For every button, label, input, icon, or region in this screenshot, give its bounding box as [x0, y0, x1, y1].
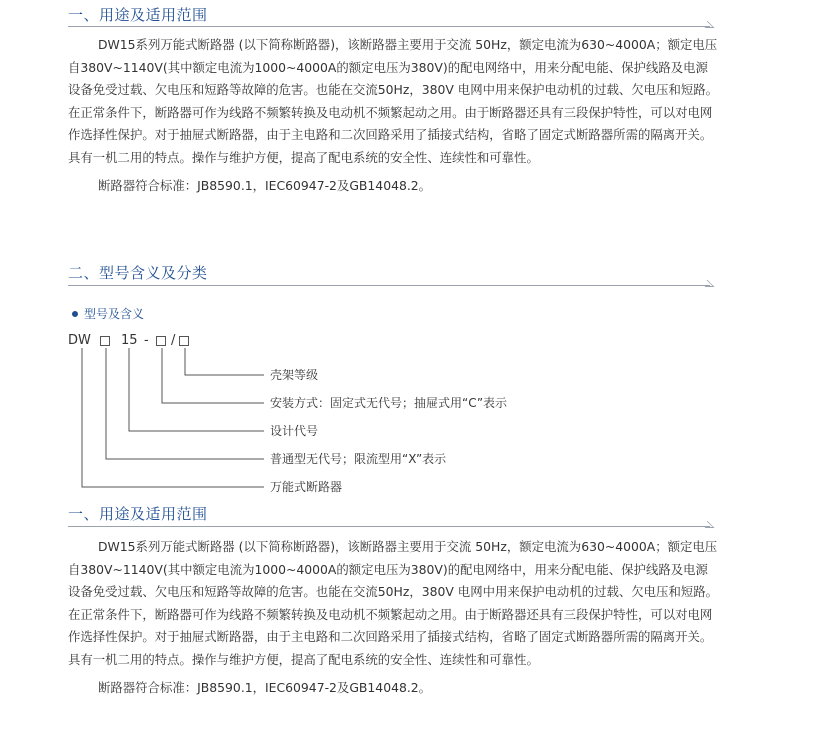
label-frame-grade: 壳架等级 [270, 368, 319, 382]
label-general-type: 普通型无代号；限流型用“X”表示 [270, 452, 447, 466]
label-mount-type: 安装方式：固定式无代号；抽屉式用“C”表示 [270, 396, 508, 410]
code-slash: / [171, 333, 176, 348]
line-design-code [129, 348, 264, 431]
label-universal-breaker: 万能式断路器 [270, 480, 343, 494]
code-design-number: 15 [121, 333, 138, 348]
model-subheading [72, 305, 144, 322]
section-divider [68, 526, 710, 527]
standard-line-repeat: 断路器符合标准：JB8590.1，IEC60947-2及GB14048.2。 [98, 680, 432, 695]
standard-line: 断路器符合标准：JB8590.1，IEC60947-2及GB14048.2。 [98, 178, 432, 193]
line-mount-type [162, 348, 264, 403]
section-title-usage: 一、用途及适用范围 [68, 6, 208, 24]
code-box-type [100, 336, 110, 346]
code-prefix: DW [68, 333, 91, 348]
usage-paragraph: DW15系列万能式断路器 (以下简称断路器)，该断路器主要用于交流 50Hz，额定电流为630~4000A；额定电压自380V~1140V(其中额定电流为1000~4000A的额定电压为380V)的配电网络中，用来分配电能、保护线路及电源设备免受过载、欠电压和短路等故障的危害。也能在交流50Hz，380V 电网中用来保护电动机的过载、欠电压和短路。在正常条件下，断路器可作为线路不频繁转换及电动机不频繁起动之用。由于断路器还具有三段保护特性，可以对电网作选择性保护。对于抽屉式断路器，由于主电路和二次回路采用了插接式结构，省略了固定式断路器所需的隔离开关。具有一机二用的特点。操作与维护方便，提高了配电系统的安全性、连续性和可靠性。 [68, 37, 719, 165]
code-dash: - [144, 333, 149, 348]
line-frame-grade [185, 348, 264, 375]
line-general-type [106, 348, 264, 459]
bullet-icon [72, 311, 78, 317]
code-box-mount [156, 336, 166, 346]
line-universal-breaker [82, 348, 264, 487]
usage-paragraph-repeat: DW15系列万能式断路器 (以下简称断路器)，该断路器主要用于交流 50Hz，额定电流为630~4000A；额定电压自380V~1140V(其中额定电流为1000~4000A的额定电压为380V)的配电网络中，用来分配电能、保护线路及电源设备免受过载、欠电压和短路等故障的危害。也能在交流50Hz，380V 电网中用来保护电动机的过载、欠电压和短路。在正常条件下，断路器可作为线路不频繁转换及电动机不频繁起动之用。由于断路器还具有三段保护特性，可以对电网作选择性保护。对于抽屉式断路器，由于主电路和二次回路采用了插接式结构，省略了固定式断路器所需的隔离开关。具有一机二用的特点。操作与维护方便，提高了配电系统的安全性、连续性和可靠性。 [68, 539, 719, 667]
subheading-label: 型号及含义 [84, 307, 145, 321]
section-title-usage-repeat: 一、用途及适用范围 [68, 505, 208, 523]
section-divider [68, 285, 710, 286]
section-title-model: 二、型号含义及分类 [68, 264, 208, 282]
label-design-code: 设计代号 [270, 424, 319, 438]
section-divider [68, 26, 710, 27]
code-box-frame [179, 336, 189, 346]
